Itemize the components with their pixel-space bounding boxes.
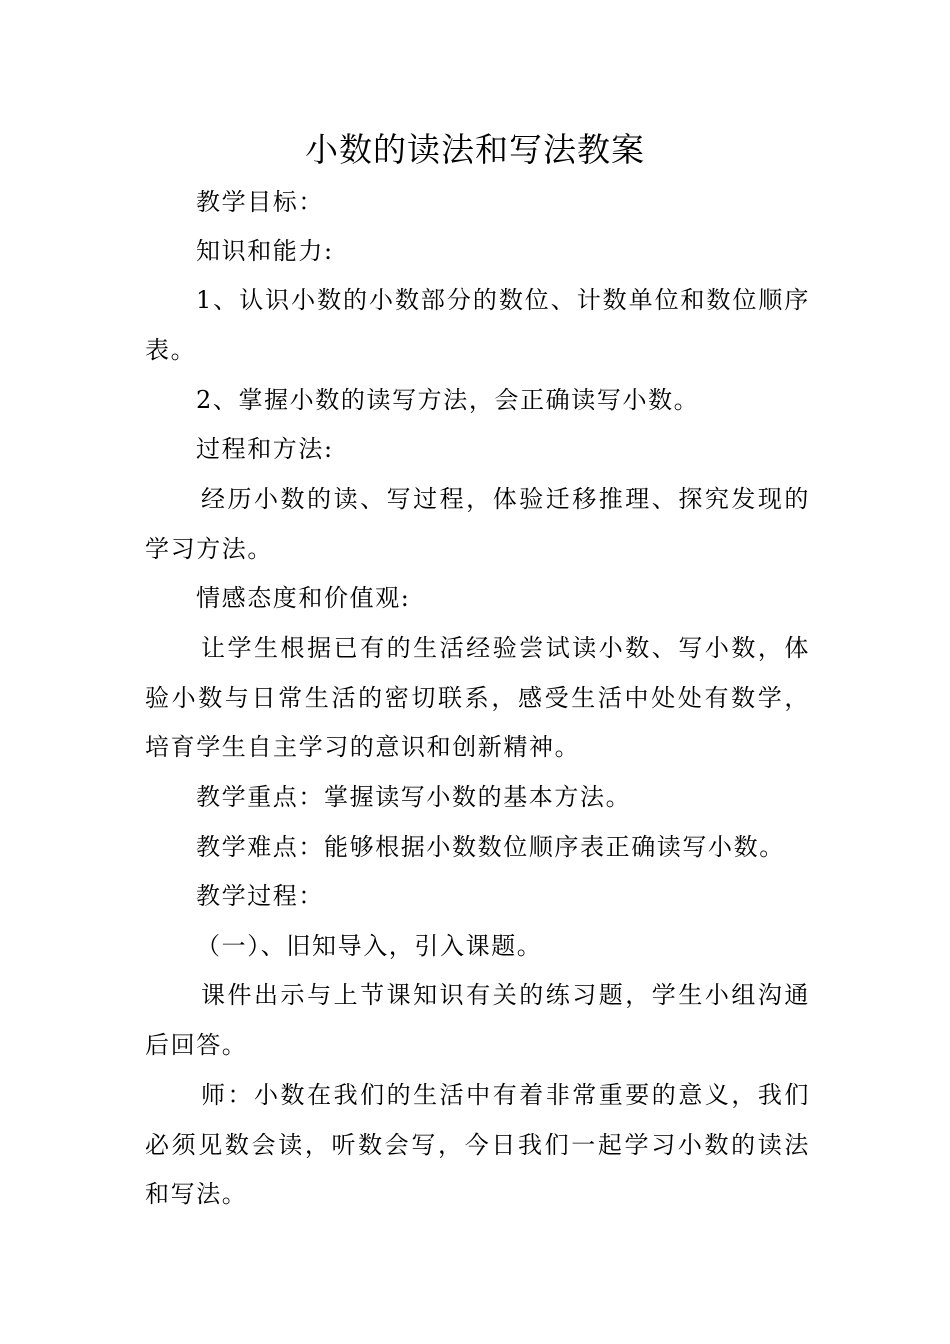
paragraph-courseware: 课件出示与上节课知识有关的练习题，学生小组沟通后回答。	[145, 981, 810, 1059]
paragraph-key-point: 教学重点：掌握读写小数的基本方法。	[196, 783, 632, 811]
paragraph-emotion-detail: 让学生根据已有的生活经验尝试读小数、写小数，体验小数与日常生活的密切联系，感受生活中处处有数学，培育学生自主学习的意识和创新精神。	[145, 634, 810, 762]
paragraph-knowledge-ability: 知识和能力:	[196, 237, 334, 265]
document-title: 小数的读法和写法教案	[305, 130, 645, 169]
paragraph-goal-2: 2、掌握小数的读写方法，会正确读写小数。	[196, 386, 700, 414]
paragraph-goal-1: 1、认识小数的小数部分的数位、计数单位和数位顺序表。	[145, 286, 810, 364]
paragraph-section-1: （一）、旧知导入，引入课题。	[196, 932, 543, 960]
paragraph-process-detail: 经历小数的读、写过程，体验迁移推理、探究发现的学习方法。	[145, 485, 810, 563]
paragraph-teacher-intro: 师：小数在我们的生活中有着非常重要的意义，我们必须见数会读，听数会写，今日我们一起学习小数的读法和写法。	[145, 1081, 810, 1209]
paragraph-process-method: 过程和方法:	[196, 435, 334, 463]
paragraph-teaching-process: 教学过程：	[196, 882, 324, 910]
paragraph-teaching-goals: 教学目标：	[196, 188, 324, 216]
paragraph-difficulty: 教学难点：能够根据小数数位顺序表正确读写小数。	[196, 833, 785, 861]
paragraph-emotion-values: 情感态度和价值观:	[196, 584, 411, 612]
